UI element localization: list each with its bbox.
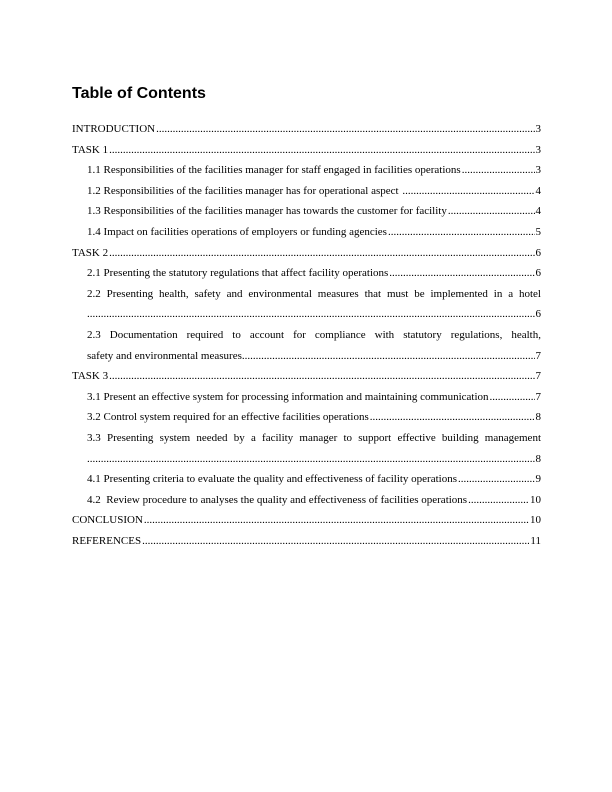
toc-leader-dots — [144, 510, 529, 531]
toc-leader-dots — [388, 222, 535, 243]
toc-page-number: 6 — [535, 308, 541, 321]
toc-leader-dots — [142, 531, 529, 552]
toc-entry-label: TASK 1 — [72, 143, 109, 156]
toc-entry-conclusion[interactable] — [72, 510, 541, 531]
toc-entry-4-2[interactable] — [72, 490, 541, 511]
toc-entry-label: 1.3 Responsibilities of the facilities manager has towards the customer for facility — [87, 205, 447, 218]
toc-leader-dots — [87, 449, 535, 470]
toc-entry-task-1[interactable] — [72, 140, 541, 161]
toc-page-number: 3 — [535, 164, 541, 177]
toc-entry-label: INTRODUCTION — [72, 123, 156, 135]
toc-page — [72, 84, 541, 551]
toc-page-number: 7 — [535, 370, 541, 383]
toc-page-number: 6 — [535, 246, 541, 259]
toc-entry-label: 4.1 Presenting criteria to evaluate the quality and effectiveness of facility operations — [87, 473, 457, 486]
toc-leader-dots — [458, 469, 535, 490]
toc-entry-label-continued: safety and environmental measures — [87, 349, 242, 362]
toc-entry-3-1[interactable] — [72, 387, 541, 408]
toc-entry-references[interactable] — [72, 531, 541, 552]
toc-leader-dots — [389, 263, 534, 284]
toc-entry-task-3[interactable] — [72, 366, 541, 387]
toc-entry-task-2[interactable] — [72, 243, 541, 264]
toc-entry-4-1[interactable] — [72, 469, 541, 490]
toc-page-number: 7 — [535, 349, 541, 362]
toc-entry-2-1[interactable] — [72, 263, 541, 284]
toc-entry-label: 2.2 Presenting health, safety and environmental measures that must be implemented in a hotel — [87, 287, 541, 300]
toc-entry-label: TASK 3 — [72, 370, 109, 383]
toc-entry-3-3[interactable] — [72, 428, 541, 469]
toc-leader-dots — [490, 387, 535, 408]
toc-list — [72, 119, 541, 551]
toc-leader-dots — [468, 490, 529, 511]
toc-leader-dots — [242, 346, 535, 367]
toc-entry-label: 2.3 Documentation required to account for compliance with statutory regulations, health, — [87, 328, 541, 341]
toc-entry-2-3[interactable] — [72, 325, 541, 366]
toc-page-number: 3 — [535, 123, 541, 135]
toc-entry-1-2[interactable] — [72, 181, 541, 202]
toc-leader-dots — [402, 181, 534, 202]
toc-entry-label: 4.2 Review procedure to analyses the quality and effectiveness of facilities operations — [87, 493, 468, 506]
toc-entry-label: 1.4 Impact on facilities operations of employers or funding agencies — [87, 225, 387, 238]
toc-entry-label: 1.1 Responsibilities of the facilities manager for staff engaged in facilities operations — [87, 164, 461, 177]
toc-entry-label: REFERENCES — [72, 534, 142, 547]
toc-page-number: 5 — [535, 225, 541, 238]
toc-page-number: 8 — [535, 411, 541, 424]
toc-entry-2-2[interactable] — [72, 284, 541, 325]
toc-page-number: 6 — [535, 267, 541, 280]
toc-page-number: 7 — [535, 390, 541, 403]
toc-leader-dots — [109, 366, 534, 387]
toc-entry-1-1[interactable] — [72, 160, 541, 181]
toc-entry-3-2[interactable] — [72, 407, 541, 428]
toc-entry-1-3[interactable] — [72, 201, 541, 222]
toc-entry-label: TASK 2 — [72, 246, 109, 259]
toc-leader-dots — [156, 119, 534, 140]
toc-page-number: 10 — [530, 514, 541, 527]
toc-page-number: 8 — [535, 452, 541, 465]
toc-entry-introduction[interactable] — [72, 119, 541, 140]
toc-entry-label: 3.3 Presenting system needed by a facility manager to support effective building management — [87, 431, 541, 444]
toc-leader-dots — [109, 140, 534, 161]
toc-entry-label: 3.2 Control system required for an effective facilities operations — [87, 411, 369, 424]
toc-leader-dots — [109, 243, 534, 264]
toc-entry-label: 1.2 Responsibilities of the facilities manager has for operational aspect — [87, 184, 402, 197]
toc-title: Table of Contents — [72, 85, 206, 102]
toc-entry-1-4[interactable] — [72, 222, 541, 243]
toc-leader-dots — [448, 201, 535, 222]
toc-leader-dots — [370, 407, 535, 428]
toc-page-number: 4 — [535, 205, 541, 218]
toc-entry-label: 2.1 Presenting the statutory regulations that affect facility operations — [87, 267, 389, 280]
toc-entry-label: CONCLUSION — [72, 514, 143, 527]
toc-page-number: 9 — [535, 473, 541, 486]
toc-page-number: 3 — [535, 143, 541, 156]
toc-entry-label: 3.1 Present an effective system for processing information and maintaining communication — [87, 390, 489, 403]
toc-page-number: 11 — [530, 534, 541, 547]
toc-page-number: 10 — [530, 493, 541, 506]
toc-leader-dots — [87, 304, 535, 325]
toc-page-number: 4 — [535, 184, 541, 197]
toc-leader-dots — [462, 160, 535, 181]
